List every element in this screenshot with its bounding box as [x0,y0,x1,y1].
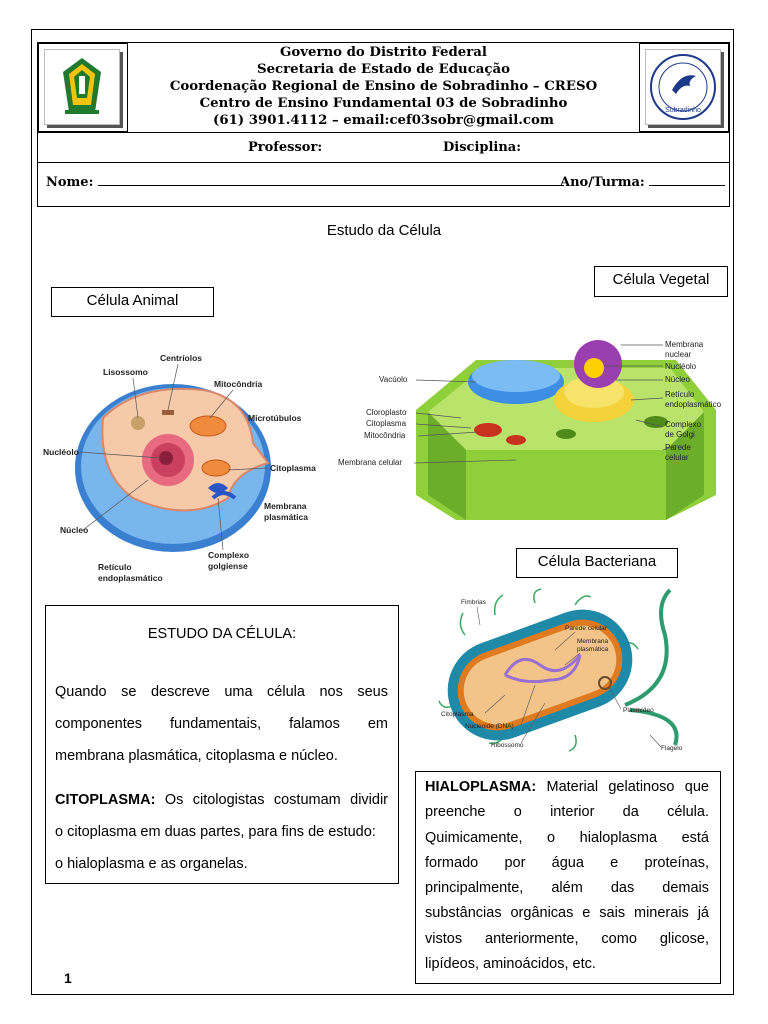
label-citoplasma-vegetal: Citoplasma [366,419,407,428]
label-endoplasmatico: endoplasmático [98,573,163,583]
header-line-1: Governo do Distrito Federal [280,45,487,60]
box1-paragraph-1 [55,676,388,772]
header-line-2: Secretaria de Estado de Educação [256,62,511,77]
box2-line-4: formado por água e proteínas, [425,854,709,871]
label-complexo-golgi-2: de Golgi [665,430,695,439]
label-reticulo-vegetal-1: Retículo [665,390,695,399]
label-plasmatica: plasmática [264,512,308,522]
label-centriolos: Centríolos [160,353,203,363]
label-membrana-bact-2: plasmática [577,646,609,653]
school-header [37,42,730,207]
bacteria-cell-label: Célula Bacteriana [516,548,678,578]
seal-text: Sobradinho [665,107,701,114]
box1-heading: ESTUDO DA CÉLULA: [147,626,297,642]
label-citoplasma-bact: Citoplasma [441,711,474,718]
animal-cell-label: Célula Animal [51,287,214,317]
box2-line-2: preenche o interior da célula. [425,804,709,821]
animal-cell-diagram [38,348,328,588]
page-number: 1 [64,970,72,986]
label-membrana-bact-1: Membrana [577,638,609,645]
citoplasma-term: CITOPLASMA: [55,792,156,808]
header-line-5: (61) 3901.4112 – email:cef03sobr@gmail.com [213,113,554,128]
nome-line[interactable] [98,173,564,186]
school-info [128,43,639,133]
label-parede-celular-1: Parede [665,443,691,452]
header-line-3: Coordenação Regional de Ensino de Sobradinho – CRESO [169,79,598,94]
school-seal-cell [639,43,729,132]
plant-cell-label: Célula Vegetal [594,266,728,297]
nome-label: Nome: [46,175,94,190]
label-parede-celular-2: celular [665,453,689,462]
box1-p2-line-1 [55,784,388,816]
label-ribossomo: Ribossomo [491,742,524,749]
page-title: Estudo da Célula [326,222,442,239]
ano-turma-line[interactable] [649,173,725,186]
box1-p2-line-2: o citoplasma em duas partes, para fins de estudo: [55,824,376,840]
disciplina-label: Disciplina: [443,140,522,155]
label-nucleolo: Nucléolo [43,447,79,457]
box1-p1-line-1: Quando se descreve uma célula nos seus [55,684,388,700]
ano-turma-field[interactable] [560,173,725,190]
plant-cell-diagram [336,330,736,520]
label-nucleo-vegetal: Núcleo [665,375,690,384]
hialoplasma-box [415,771,721,984]
header-line-4: Centro de Ensino Fundamental 03 de Sobradinho [199,96,568,111]
label-parede-celular-bact: Parede celular [565,625,607,632]
label-complexo-golgi-1: Complexo [665,420,702,429]
label-vacuolo: Vacúolo [379,375,408,384]
professor-row [38,132,729,163]
label-complexo: Complexo [208,550,250,560]
estudo-celula-box [45,605,399,884]
student-row [38,163,729,207]
box1-p2-line-1-rest: Os citologistas costumam dividir [155,792,388,808]
box2-line-1 [425,775,709,800]
label-lisossomo: Lisossomo [103,367,148,377]
box1-p1-line-2: componentes fundamentais, falamos em [55,716,388,732]
ano-turma-label: Ano/Turma: [560,175,645,190]
box2-paragraph [425,775,709,977]
label-microtubulos: Microtúbulos [248,413,302,423]
nome-field[interactable] [46,173,564,190]
label-flagelo: Flagelo [661,745,683,752]
box2-line-6: substâncias orgânicas e sais minerais já [425,905,709,922]
school-seal [645,49,721,125]
box2-line-3: Quimicamente, o hialoplasma está [425,829,709,846]
box2-line-1-rest: Material gelatinoso que [536,779,709,795]
box1-paragraph-2 [55,784,388,880]
gdf-logo-cell [38,43,128,132]
professor-label: Professor: [248,140,323,155]
label-membrana-nuclear-1: Membrana [665,340,704,349]
hialoplasma-term: HIALOPLASMA: [425,779,537,795]
label-nucleolo-vegetal: Nucléolo [665,362,697,371]
label-nucleo: Núcleo [60,525,89,535]
box2-line-5: principalmente, além das demais [425,880,709,897]
box2-line-7: vistos anteriormente, como glicose, [425,930,709,947]
label-membrana-celular: Membrana celular [338,458,403,467]
bacteria-cell-diagram [425,585,725,760]
label-citoplasma: Citoplasma [270,463,316,473]
box1-p2-line-3: o hialoplasma e as organelas. [55,856,248,872]
label-membrana: Membrana [264,501,307,511]
label-cloroplasto: Cloroplasto [366,408,407,417]
label-nucleoide: Nucleoide (DNA) [465,723,514,730]
label-reticulo: Retículo [98,562,132,572]
label-golgiense: golgiense [208,561,248,571]
label-mitocondria: Mitocôndria [214,379,263,389]
label-plasmideo: Plasmídeo [623,707,654,714]
label-reticulo-vegetal-2: endoplasmático [665,400,722,409]
label-membrana-nuclear-2: nuclear [665,350,692,359]
label-fimbrias: Fimbrias [461,599,486,606]
box2-line-8: lipídeos, aminoácidos, etc. [425,956,596,973]
label-mitocondria-vegetal: Mitocôndria [364,431,406,440]
box1-p1-line-3: membrana plasmática, citoplasma e núcleo. [55,748,338,764]
gdf-logo [44,49,120,125]
